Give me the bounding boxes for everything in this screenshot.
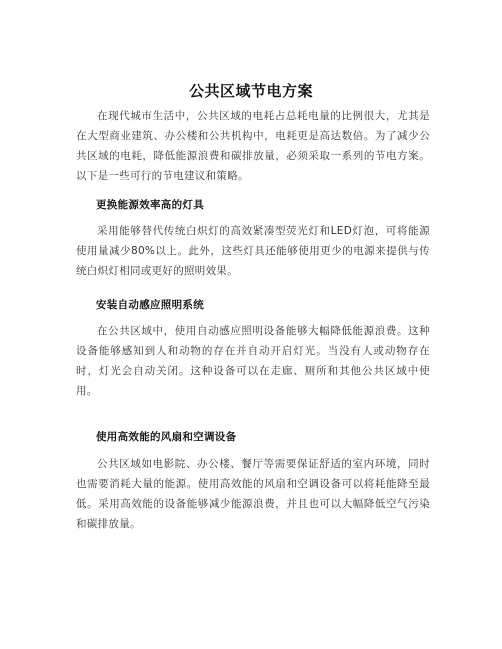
section-heading-lighting: 更换能源效率高的灯具	[96, 199, 204, 211]
intro-paragraph: 在现代城市生活中，公共区域的电耗占总耗电量的比例很大，尤其是在大型商业建筑、办公楼和公共机构中，电耗更是高达数倍。为了减少公共区域的电耗，降低能源浪费和碳排放量，必须采取一系列的节电方案。以下是一些可行的节电建议和策略。	[76, 110, 430, 182]
section-body-sensor: 在公共区域中，使用自动感应照明设备能够大幅降低能源浪费。这种设备能够感知到人和动物的存在并自动开启灯光。当没有人或动物存在时，灯光会自动关闭。这种设备可以在走廊、厕所和其他公共区域中使用。	[76, 325, 430, 397]
section-heading-sensor: 安装自动感应照明系统	[96, 299, 204, 311]
document-title: 公共区域节电方案	[188, 82, 313, 100]
section-body-hvac: 公共区域如电影院、办公楼、餐厅等需要保证舒适的室内环境，同时也需要消耗大量的能源。使用高效能的风扇和空调设备可以将耗能降至最低。采用高效能的设备能够减少能源浪费，并且也可以大幅降低空气污染和碳排放量。	[76, 458, 430, 530]
section-body-lighting: 采用能够替代传统白炽灯的高效紧凑型荧光灯和LED灯泡，可将能源使用量减少80%以上。此外，这些灯具还能够使用更少的电源来提供与传统白炽灯相同或更好的照明效果。	[76, 225, 430, 277]
section-heading-hvac: 使用高效能的风扇和空调设备	[96, 431, 237, 443]
